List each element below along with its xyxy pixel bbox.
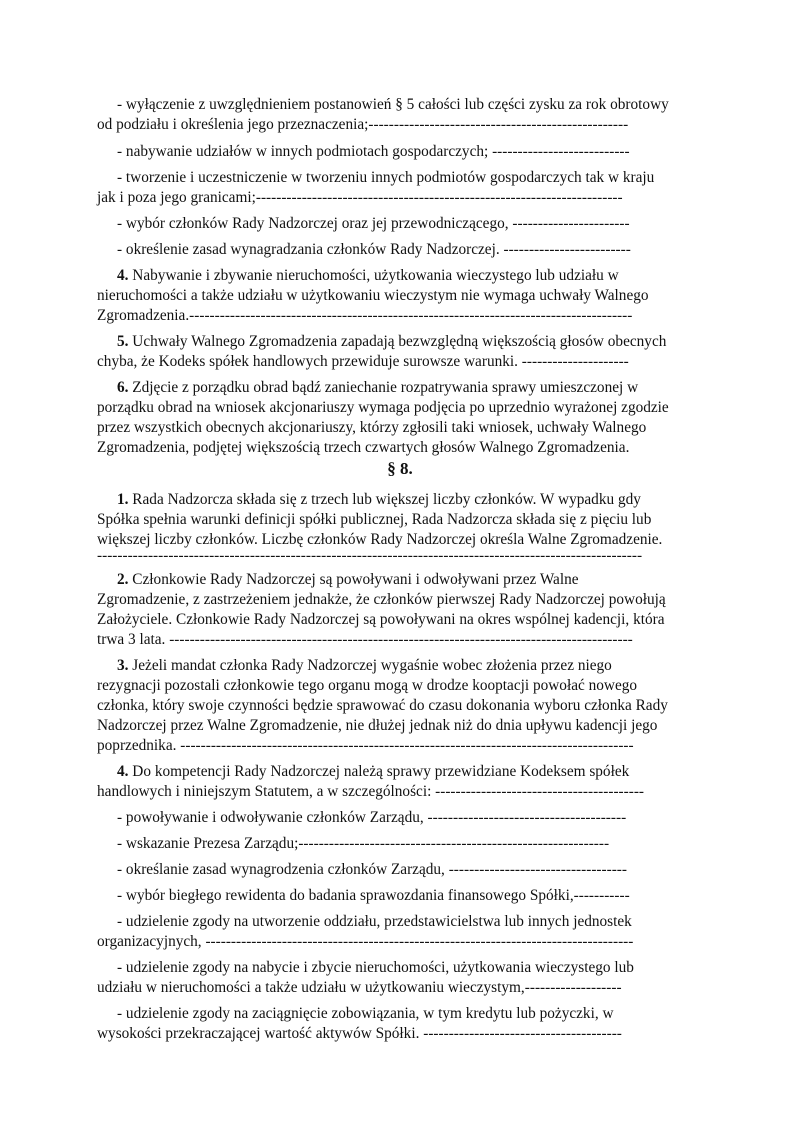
line-text: chyba, że Kodeks spółek handlowych przewiduje surowsze warunki. --------------------- [97, 353, 629, 370]
line-text: poprzednika. ----------------------------------------------------------------------------------------- [97, 737, 634, 754]
text-line [117, 809, 626, 827]
line-text: od podziału i określenia jego przeznaczenia;--------------------------------------------------- [97, 116, 629, 133]
text-line [117, 571, 579, 589]
line-text: Spółka spełnia warunki definicji spółki publicznej, Rada Nadzorcza składa się z pięciu lub [97, 511, 652, 528]
text-line [97, 353, 629, 371]
line-text: - tworzenie i uczestniczenie w tworzeniu innych podmiotów gospodarczych tak w kraju [117, 169, 655, 186]
text-line [97, 399, 669, 417]
text-line [97, 697, 668, 715]
text-line [97, 419, 646, 437]
line-text: - wskazanie Prezesa Zarządu;------------------------------------------------------------- [117, 835, 610, 852]
text-line [117, 861, 627, 879]
line-text: przez wszystkich obecnych akcjonariuszy, którzy zgłosili taki wniosek, uchwały Walnego [97, 419, 647, 436]
text-line [97, 511, 651, 529]
text-line [117, 241, 631, 259]
line-text: jak i poza jego granicami;------------------------------------------------------------------------ [97, 189, 623, 206]
text-line [97, 116, 628, 134]
text-line [97, 287, 649, 305]
line-text: Nabywanie i zbywanie nieruchomości, użytkowania wieczystego lub udziału w [128, 267, 619, 284]
paragraph-number: 2. [117, 571, 129, 588]
text-line [117, 657, 612, 675]
text-line [97, 631, 633, 649]
line-text: porządku obrad na wniosek akcjonariuszy wymaga podjęcia po uprzednio wyrażonej zgodzie [97, 399, 669, 416]
line-text: Zdjęcie z porządku obrad bądź zaniechanie rozpatrywania sprawy umieszczonej w [128, 379, 639, 396]
text-line [97, 439, 629, 457]
paragraph-number: 3. [117, 657, 129, 674]
text-line [117, 143, 630, 161]
text-line [117, 763, 629, 781]
line-text: rezygnacji pozostali członkowie tego organu mogą w drodze kooptacji powołać nowego [97, 677, 638, 694]
line-text: - udzielenie zgody na nabycie i zbycie nieruchomości, użytkowania wieczystego lub [117, 959, 634, 976]
text-line [97, 979, 622, 997]
line-text: Rada Nadzorcza składa się z trzech lub większej liczby członków. W wypadku gdy [128, 491, 641, 508]
text-line [117, 267, 619, 285]
line-text: większej liczby członków. Liczbę członków Rady Nadzorczej określa Walne Zgromadzenie. [97, 531, 663, 548]
text-line [117, 959, 634, 977]
text-line [97, 737, 634, 755]
text-line [97, 611, 665, 629]
line-text: - wybór biegłego rewidenta do badania sprawozdania finansowego Spółki,----------- [117, 887, 630, 904]
line-text: - nabywanie udziałów w innych podmiotach gospodarczych; --------------------------- [117, 143, 630, 160]
line-text: ----------------------------------------------------------------------------------------------------------- [97, 547, 643, 564]
line-text: Założyciele. Członkowie Rady Nadzorczej są powoływani na okres wspólnej kadencji, która [97, 611, 665, 628]
section-heading: § 8. [387, 459, 413, 478]
text-line [97, 677, 637, 695]
text-line [117, 913, 632, 931]
line-text: - wybór członków Rady Nadzorczej oraz jej przewodniczącego, ----------------------- [117, 215, 630, 232]
line-text: - określenie zasad wynagradzania członków Rady Nadzorczej. ------------------------- [117, 241, 631, 258]
line-text: nieruchomości a także udziału w użytkowaniu wieczystym nie wymaga uchwały Walnego [97, 287, 649, 304]
text-line [97, 591, 666, 609]
line-text: - udzielenie zgody na utworzenie oddziału, przedstawicielstwa lub innych jednostek [117, 913, 632, 930]
text-line [117, 333, 666, 351]
line-text: - powoływanie i odwoływanie członków Zarządu, --------------------------------------- [117, 809, 627, 826]
line-text: organizacyjnych, ------------------------------------------------------------------------------------ [97, 933, 634, 950]
line-text: Zgromadzenia, podjętej większością trzech czwartych głosów Walnego Zgromadzenia. [97, 439, 630, 456]
line-text: Do kompetencji Rady Nadzorczej należą sprawy przewidziane Kodeksem spółek [128, 763, 630, 780]
paragraph-number: 6. [117, 379, 129, 396]
text-line [117, 215, 630, 233]
line-text: Członkowie Rady Nadzorczej są powoływani i odwoływani przez Walne [128, 571, 579, 588]
paragraph-number: 4. [117, 763, 129, 780]
line-text: - wyłączenie z uwzględnieniem postanowień § 5 całości lub części zysku za rok obrotowy [117, 96, 669, 113]
paragraph-number: 4. [117, 267, 129, 284]
text-line [117, 96, 669, 114]
line-text: handlowych i niniejszym Statutem, a w szczególności: ----------------------------------------- [97, 783, 645, 800]
paragraph-number: 1. [117, 491, 129, 508]
paragraph-number: 5. [117, 333, 129, 350]
line-text: - udzielenie zgody na zaciągnięcie zobowiązania, w tym kredytu lub pożyczki, w [117, 1005, 614, 1022]
text-line [97, 933, 633, 951]
line-text: Jeżeli mandat członka Rady Nadzorczej wygaśnie wobec złożenia przez niego [128, 657, 612, 674]
line-text: wysokości przekraczającej wartość aktywów Spółki. --------------------------------------- [97, 1025, 622, 1042]
line-text: Nadzorczej przez Walne Zgromadzenie, nie dłużej jednak niż do dnia upływu kadencji jego [97, 717, 658, 734]
text-line [117, 1005, 614, 1023]
text-line [97, 717, 657, 735]
text-line [97, 783, 644, 801]
text-line [117, 887, 630, 905]
text-line [97, 189, 623, 207]
text-line [117, 491, 641, 509]
text-line [117, 835, 609, 853]
line-text: Uchwały Walnego Zgromadzenia zapadają bezwzględną większością głosów obecnych [128, 333, 667, 350]
text-line [97, 307, 632, 325]
text-line [97, 547, 642, 565]
line-text: - określanie zasad wynagrodzenia członków Zarządu, ----------------------------------- [117, 861, 627, 878]
line-text: Zgromadzenia.--------------------------------------------------------------------------------------- [97, 307, 633, 324]
line-text: Zgromadzenie, z zastrzeżeniem jednakże, że członków pierwszej Rady Nadzorczej powołują [97, 591, 666, 608]
text-line [117, 379, 638, 397]
line-text: udziału w nieruchomości a także udziału w użytkowaniu wieczystym,------------------- [97, 979, 622, 996]
text-line [117, 169, 654, 187]
line-text: członka, który swoje czynności będzie sprawować do czasu dokonania wyboru członka Rady [97, 697, 668, 714]
text-line [97, 1025, 622, 1043]
line-text: trwa 3 lata. ------------------------------------------------------------------------------------------- [97, 631, 633, 648]
